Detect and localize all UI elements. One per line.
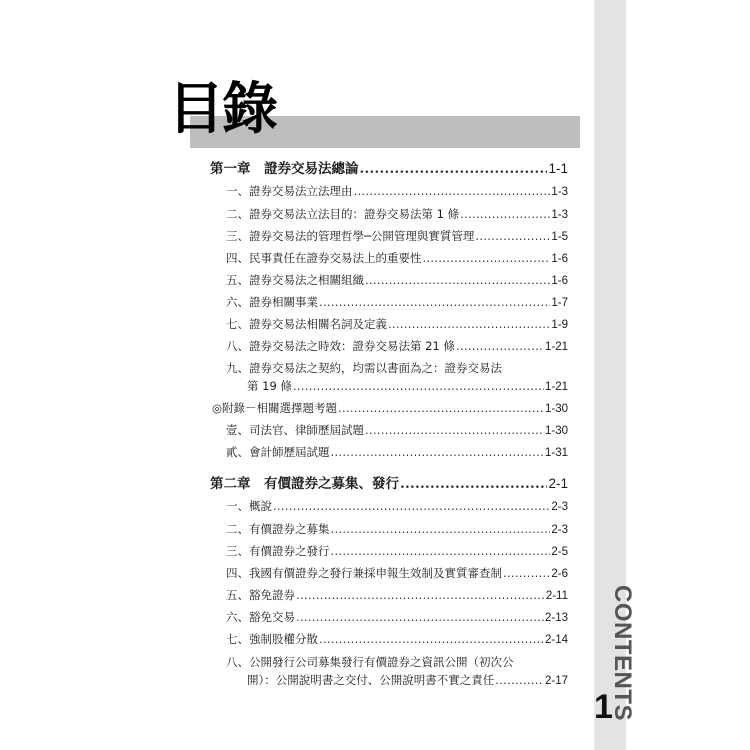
toc-label: 三、有價證券之發行 xyxy=(226,544,330,558)
toc-page: 1-9 xyxy=(551,319,568,331)
toc-entry[interactable] xyxy=(226,444,568,460)
page-number: 1 xyxy=(594,688,613,726)
leader-dots xyxy=(354,183,551,199)
leader-dots xyxy=(319,294,550,310)
toc-label: 第二章 有價證券之募集、發行 xyxy=(210,476,399,492)
leader-dots xyxy=(475,228,550,244)
leader-dots xyxy=(296,587,545,603)
toc-appendix[interactable] xyxy=(212,400,568,416)
toc-chapter-1[interactable] xyxy=(210,161,568,177)
toc-entry[interactable] xyxy=(226,543,568,559)
toc-label: 七、強制股權分散 xyxy=(226,632,318,646)
leader-dots xyxy=(296,609,544,625)
toc-page: 1-3 xyxy=(551,186,568,198)
toc-page: 2-14 xyxy=(544,634,568,646)
toc-page: 1-21 xyxy=(544,381,568,393)
leader-dots xyxy=(273,498,550,514)
toc-page: 1-30 xyxy=(544,425,568,437)
toc-entry[interactable] xyxy=(226,422,568,438)
toc-entry-first-line[interactable]: 八、公開發行公司募集發行有價證券之資訊公開（初次公 xyxy=(226,655,514,669)
toc-entry[interactable] xyxy=(226,587,568,603)
leader-dots xyxy=(293,378,544,394)
toc-entry[interactable] xyxy=(247,378,568,394)
toc-page: 2-13 xyxy=(544,612,568,624)
toc-entry[interactable] xyxy=(226,272,568,288)
toc-entry[interactable] xyxy=(226,498,568,514)
leader-dots xyxy=(388,316,550,332)
toc-label: 壹、司法官、律師歷屆試題 xyxy=(226,423,364,437)
leader-dots xyxy=(503,565,550,581)
toc-page: 1-7 xyxy=(551,297,568,309)
leader-dots xyxy=(400,476,547,492)
toc-page: 1-5 xyxy=(551,231,568,243)
toc-label: 開）：公開說明書之交付、公開說明書不實之責任 xyxy=(247,673,495,687)
toc-entry[interactable] xyxy=(226,206,568,222)
toc-label: 八、證券交易法之時效：證券交易法第 21 條 xyxy=(226,339,455,353)
toc-page: 2-6 xyxy=(551,568,568,580)
leader-dots xyxy=(331,521,551,537)
toc-label: 二、證券交易法立法目的：證券交易法第 1 條 xyxy=(226,207,460,221)
toc-entry[interactable] xyxy=(247,672,568,688)
toc-label: 四、我國有價證券之發行兼採申報生效制及實質審查制 xyxy=(226,566,502,580)
page-title: 目錄 xyxy=(168,76,276,142)
toc-page: 1-31 xyxy=(544,447,568,459)
leader-dots xyxy=(423,250,551,266)
leader-dots xyxy=(460,206,550,222)
toc-label: 五、豁免證券 xyxy=(226,588,295,602)
leader-dots xyxy=(456,338,544,354)
toc-page: 2-17 xyxy=(544,675,568,687)
toc-label: 三、證券交易法的管理哲學─公開管理與實質管理 xyxy=(226,229,475,243)
toc-page: 1-1 xyxy=(548,161,568,176)
toc-page: 1-6 xyxy=(551,253,568,265)
toc-label: ◎附錄－相關選擇題考題 xyxy=(212,401,338,415)
toc-entry[interactable] xyxy=(226,521,568,537)
toc-entry[interactable] xyxy=(226,250,568,266)
toc-page: 2-3 xyxy=(551,501,568,513)
toc-label: 六、證券相關事業 xyxy=(226,295,318,309)
toc-entry[interactable] xyxy=(226,316,568,332)
leader-dots xyxy=(365,272,550,288)
toc-label: 第 19 條 xyxy=(247,379,292,393)
toc-page: 2-1 xyxy=(548,476,568,491)
toc-entry[interactable] xyxy=(226,631,568,647)
leader-dots xyxy=(495,672,544,688)
leader-dots xyxy=(365,422,544,438)
toc-entry[interactable] xyxy=(226,183,568,199)
toc-chapter-2[interactable] xyxy=(210,476,568,492)
leader-dots xyxy=(338,400,544,416)
toc-entry[interactable] xyxy=(226,609,568,625)
toc-page: 2-11 xyxy=(545,590,568,602)
toc-entry[interactable] xyxy=(226,228,568,244)
contents-text: CONTENTS xyxy=(609,585,636,721)
leader-dots xyxy=(331,444,544,460)
toc-page: 1-3 xyxy=(551,209,568,221)
toc-label: 第一章 證券交易法總論 xyxy=(210,161,359,177)
toc-page: 1-21 xyxy=(544,341,568,353)
toc-label: 二、有價證券之募集 xyxy=(226,522,330,536)
toc-label: 五、證券交易法之相關組織 xyxy=(226,273,364,287)
toc-label: 七、證券交易法相關名詞及定義 xyxy=(226,317,387,331)
leader-dots xyxy=(319,631,544,647)
toc-entry[interactable] xyxy=(226,338,568,354)
toc-label: 一、證券交易法立法理由 xyxy=(226,184,353,198)
toc-entry[interactable] xyxy=(226,294,568,310)
toc-entry[interactable] xyxy=(226,565,568,581)
toc-entry-first-line[interactable]: 九、證券交易法之契約，均需以書面為之：證券交易法 xyxy=(226,361,502,375)
toc-label: 一、概說 xyxy=(226,499,272,513)
toc-label: 六、豁免交易 xyxy=(226,610,295,624)
toc-page: 1-30 xyxy=(544,403,568,415)
leader-dots xyxy=(360,161,548,177)
toc-page: 2-5 xyxy=(551,546,568,558)
toc-page: 2-3 xyxy=(551,524,568,536)
toc-page: 1-6 xyxy=(551,275,568,287)
toc-label: 貳、會計師歷屆試題 xyxy=(226,445,330,459)
toc-label: 四、民事責任在證券交易法上的重要性 xyxy=(226,251,422,265)
leader-dots xyxy=(331,543,551,559)
